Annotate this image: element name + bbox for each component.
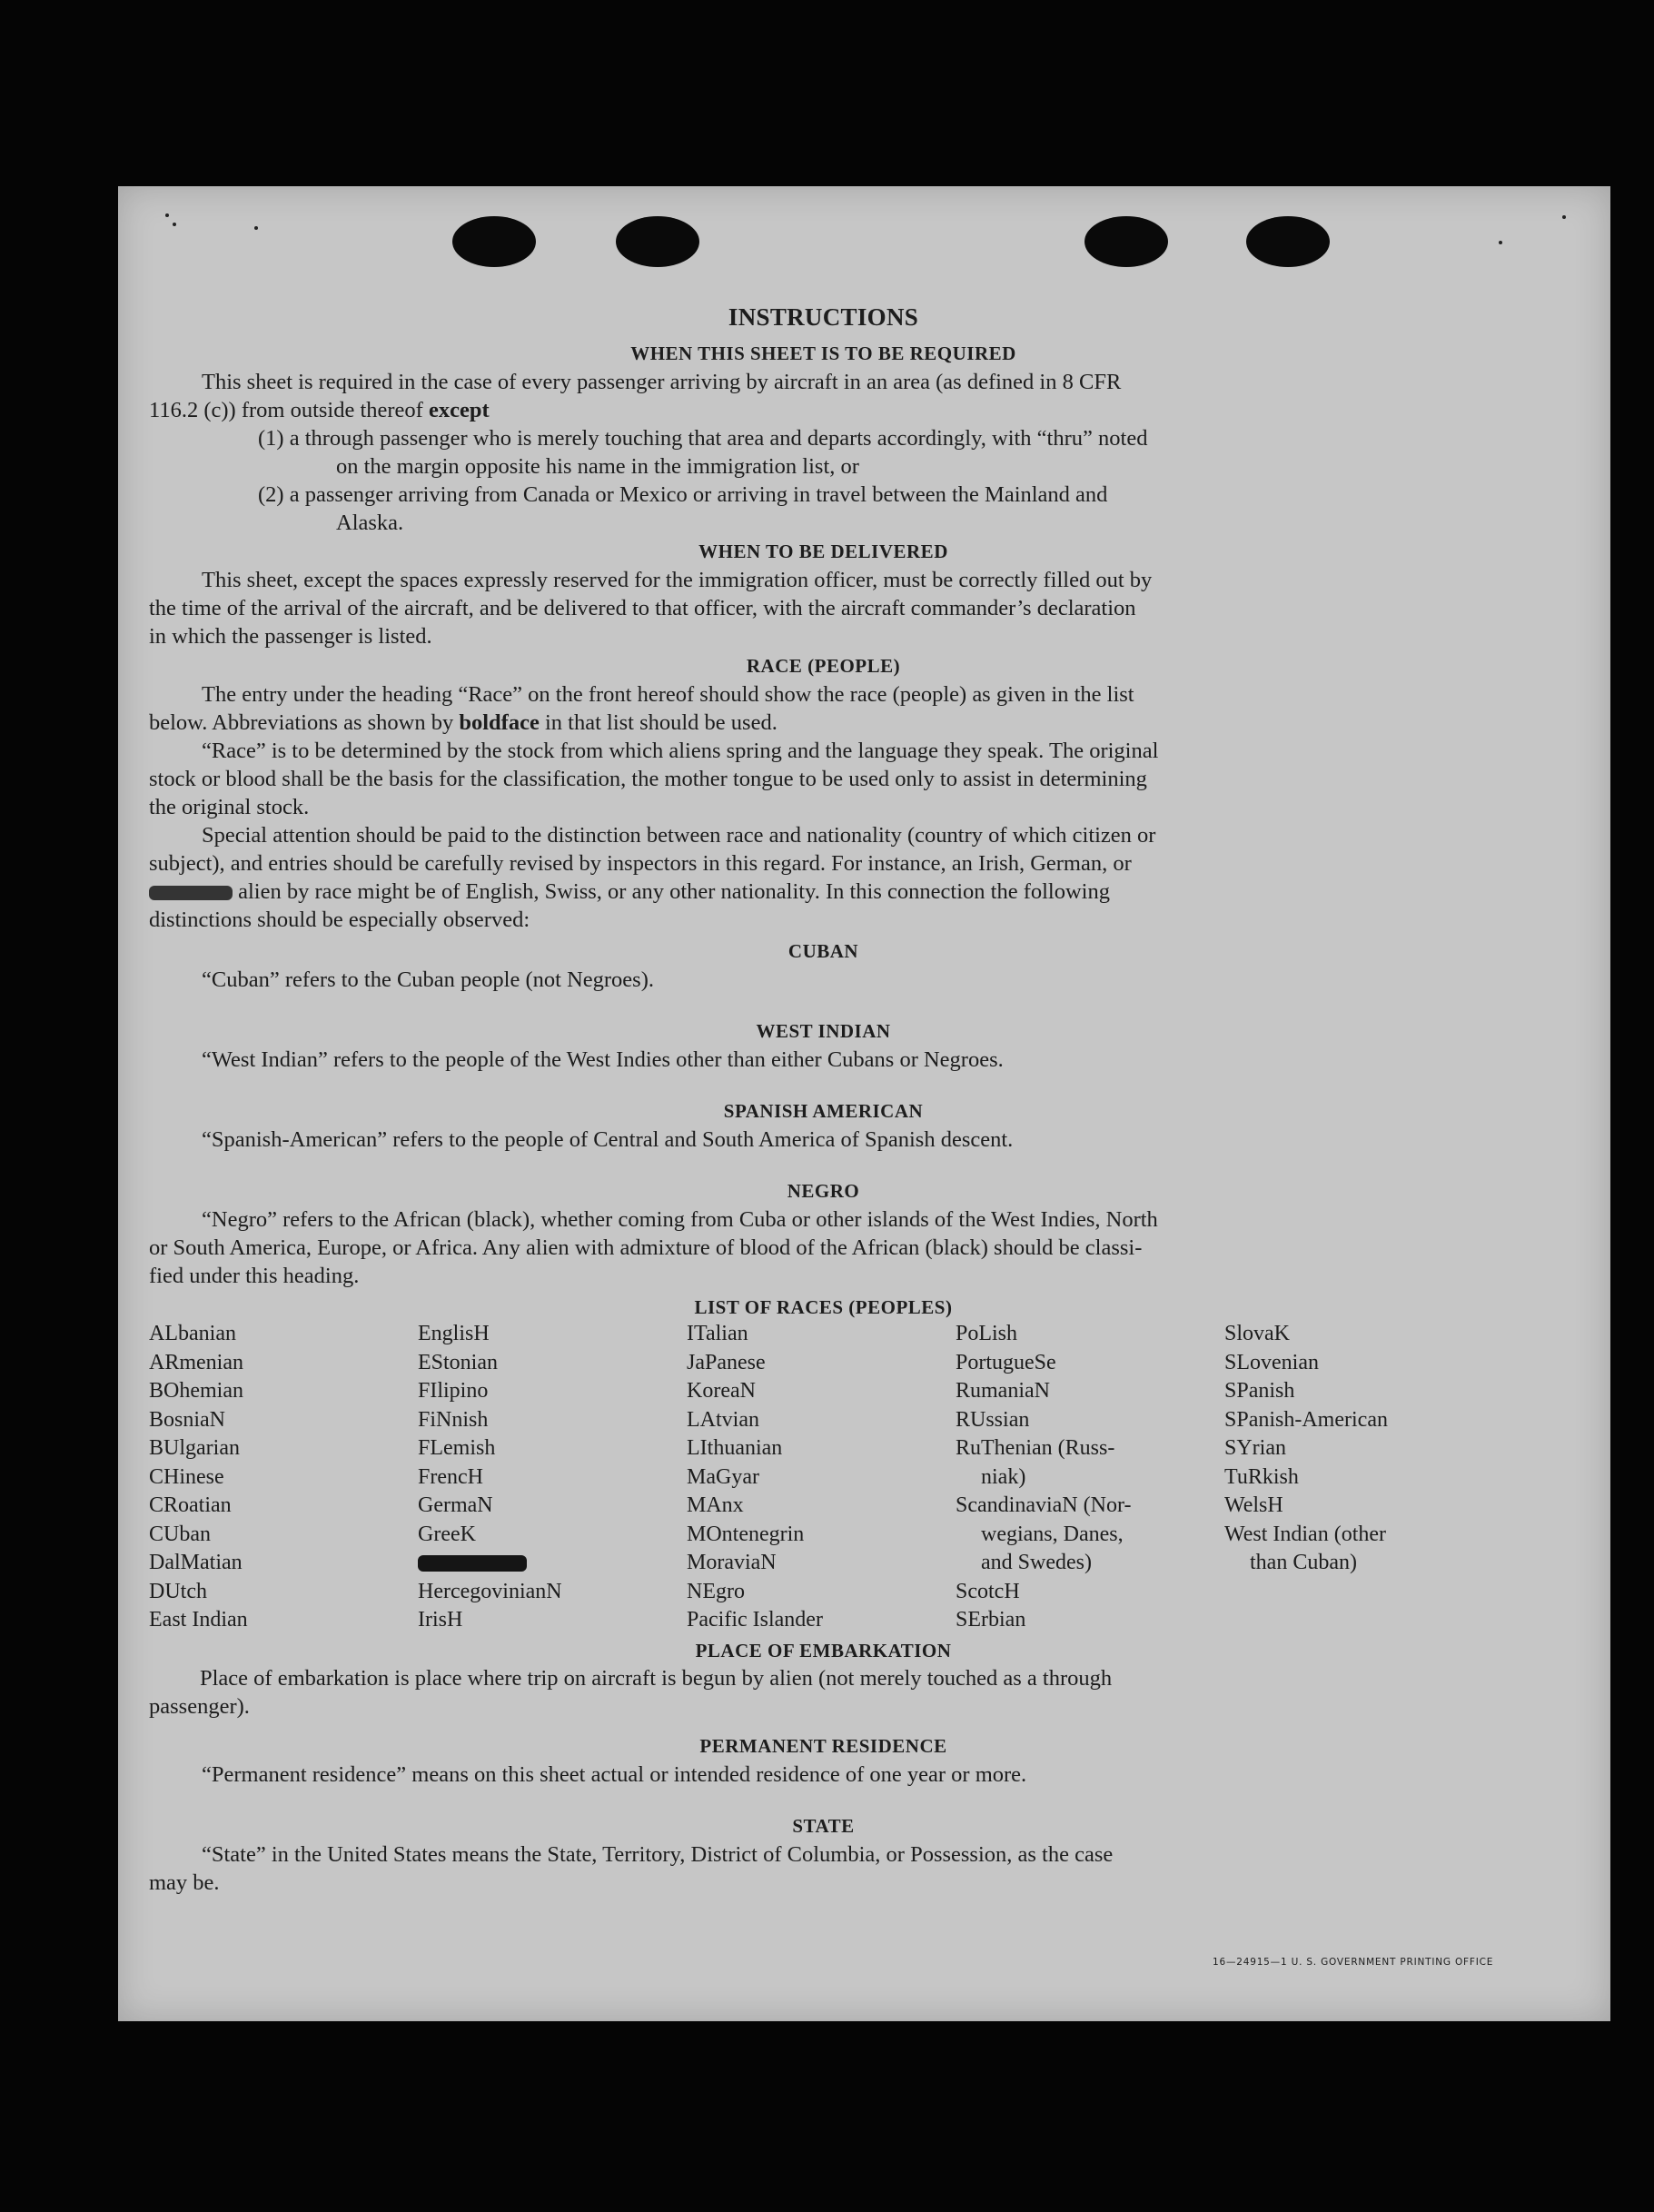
race-column-1 [149, 1320, 248, 1635]
race-item: MOntenegrin [687, 1522, 805, 1546]
list-item: (1) a through passenger who is merely touching that area and departs accordingly, with “thru” noted [258, 426, 1148, 451]
text-line: in which the passenger is listed. [149, 624, 432, 649]
text-line: passenger). [149, 1694, 250, 1719]
bold-word: except [428, 398, 490, 422]
speck [165, 213, 169, 217]
race-item: NEgro [687, 1579, 745, 1603]
race-item: CUban [149, 1522, 211, 1546]
race-item: BUlgarian [149, 1436, 240, 1460]
text-line: The entry under the heading “Race” on the front hereof should show the race (people) as given in the list [202, 682, 1134, 707]
race-item: LAtvian [687, 1407, 759, 1432]
speck [173, 223, 176, 226]
punch-hole [1246, 216, 1330, 267]
bold-word: boldface [459, 710, 540, 735]
text-span: in that list should be used. [544, 710, 777, 735]
text-line: Special attention should be paid to the distinction between race and nationality (country of which citizen or [202, 823, 1156, 848]
text-line: Place of embarkation is place where trip on aircraft is begun by alien (not merely touched as a through [200, 1666, 1113, 1691]
race-item: FLemish [418, 1436, 496, 1460]
race-item: TuRkish [1224, 1464, 1299, 1489]
race-item: GermaN [418, 1493, 493, 1517]
race-item: JaPanese [687, 1350, 766, 1374]
text-line [149, 709, 777, 737]
text-line: This sheet, except the spaces expressly reserved for the immigration officer, must be correctly filled out by [202, 568, 1153, 592]
text-line: “Spanish-American” refers to the people of Central and South America of Spanish descent. [202, 1127, 1014, 1152]
heading-permanent-residence: PERMANENT RESIDENCE [699, 1735, 947, 1757]
race-item: RuThenian (Russ- [956, 1436, 1115, 1460]
text-span: alien by race might be of English, Swiss, or any other nationality. In this connection the following [238, 879, 1110, 904]
heading-when-delivered: WHEN TO BE DELIVERED [698, 541, 948, 562]
race-item: BOhemian [149, 1379, 243, 1403]
heading-when-required: WHEN THIS SHEET IS TO BE REQUIRED [630, 342, 1016, 364]
text-line: stock or blood shall be the basis for the classification, the mother tongue to be used only to assist in determining [149, 767, 1147, 791]
text-line: “Race” is to be determined by the stock from which aliens spring and the language they speak. The original [202, 739, 1159, 763]
race-item: than Cuban) [1250, 1551, 1357, 1574]
punch-hole [616, 216, 699, 267]
race-item: Pacific Islander [687, 1608, 823, 1632]
text-line: “Negro” refers to the African (black), whether coming from Cuba or other islands of the West Indies, North [202, 1207, 1158, 1232]
race-item: BosniaN [149, 1407, 225, 1432]
heading-negro: NEGRO [787, 1180, 860, 1202]
text-line: “Cuban” refers to the Cuban people (not Negroes). [202, 967, 654, 992]
race-item: LIthuanian [687, 1436, 783, 1460]
heading-list-of-races: LIST OF RACES (PEOPLES) [694, 1296, 953, 1318]
race-item: EStonian [418, 1350, 498, 1374]
heading-spanish-american: SPANISH AMERICAN [723, 1100, 924, 1122]
race-item: WelsH [1224, 1493, 1283, 1517]
race-item: ScandinaviaN (Nor- [956, 1493, 1132, 1517]
text-line: “West Indian” refers to the people of the West Indies other than either Cubans or Negroes. [202, 1047, 1004, 1072]
race-item: KoreaN [687, 1379, 756, 1403]
speck [1499, 241, 1502, 244]
text-line: subject), and entries should be carefully revised by inspectors in this regard. For instance, an Irish, German, or [149, 851, 1132, 876]
race-item: SYrian [1224, 1436, 1286, 1460]
speck [1562, 215, 1566, 219]
race-item: ARmenian [149, 1350, 243, 1374]
text-line: the time of the arrival of the aircraft, and be delivered to that officer, with the aircraft commander’s declaration [149, 596, 1136, 620]
race-item: ScotcH [956, 1579, 1020, 1603]
text-line [149, 878, 1110, 906]
text-line: fied under this heading. [149, 1264, 360, 1288]
race-item: SlovaK [1224, 1322, 1290, 1345]
race-item: HercegovinianN [418, 1579, 562, 1603]
text-line: “State” in the United States means the State, Territory, District of Columbia, or Possession, as the case [202, 1842, 1114, 1867]
text-line: This sheet is required in the case of every passenger arriving by aircraft in an area (as defined in 8 CFR [202, 370, 1122, 394]
race-item: West Indian (other [1224, 1522, 1387, 1546]
race-item: SLovenian [1224, 1350, 1319, 1374]
speck [254, 226, 258, 230]
race-item: CHinese [149, 1464, 224, 1489]
race-item: wegians, Danes, [981, 1522, 1124, 1546]
race-item: ALbanian [149, 1322, 236, 1345]
race-item: niak) [981, 1464, 1026, 1489]
punch-hole [452, 216, 536, 267]
text-line [149, 396, 490, 424]
race-column-4 [956, 1320, 1131, 1635]
text-line: the original stock. [149, 795, 310, 819]
race-item: FIlipino [418, 1379, 489, 1403]
text-line: or South America, Europe, or Africa. Any alien with admixture of blood of the African (black) should be classi- [149, 1235, 1143, 1260]
document-title: INSTRUCTIONS [728, 303, 919, 331]
race-item: SErbian [956, 1608, 1026, 1632]
race-item: EnglisH [418, 1322, 490, 1345]
text-span: below. Abbreviations as shown by [149, 710, 454, 735]
text-span: 116.2 (c)) from outside thereof [149, 398, 423, 422]
race-item: SPanish-American [1224, 1407, 1388, 1432]
race-item: RumaniaN [956, 1379, 1050, 1403]
text-line: Alaska. [336, 511, 404, 535]
race-item: East Indian [149, 1608, 248, 1632]
race-item: ITalian [687, 1322, 748, 1345]
race-item: and Swedes) [981, 1551, 1092, 1574]
race-column-3 [687, 1320, 823, 1635]
race-item: FiNnish [418, 1407, 489, 1432]
heading-state: STATE [792, 1815, 855, 1837]
text-line: distinctions should be especially observed: [149, 908, 530, 932]
race-item: PoLish [956, 1322, 1018, 1345]
race-item: MAnx [687, 1493, 744, 1517]
text-line: on the margin opposite his name in the immigration list, or [336, 454, 859, 479]
race-item: FrencH [418, 1464, 483, 1489]
race-item: PortugueSe [956, 1350, 1056, 1374]
heading-west-indian: WEST INDIAN [756, 1020, 891, 1042]
race-item: GreeK [418, 1522, 476, 1546]
race-item: DalMatian [149, 1551, 243, 1574]
race-item: DUtch [149, 1579, 207, 1603]
heading-place-of-embarkation: PLACE OF EMBARKATION [695, 1640, 952, 1661]
race-item-redacted [418, 1549, 562, 1578]
instruction-sheet [118, 186, 1610, 2021]
race-item: MaGyar [687, 1464, 759, 1489]
race-column-2 [418, 1320, 562, 1635]
punch-hole [1085, 216, 1168, 267]
text-line: “Permanent residence” means on this sheet actual or intended residence of one year or more. [202, 1762, 1027, 1787]
redaction-mark [418, 1555, 527, 1572]
redaction-mark [149, 886, 233, 900]
printing-office-footer: 16—24915—1 U. S. GOVERNMENT PRINTING OFFICE [1213, 1957, 1494, 1968]
heading-cuban: CUBAN [787, 940, 859, 962]
race-column-5 [1224, 1320, 1388, 1578]
text-line: may be. [149, 1870, 220, 1895]
race-item: SPanish [1224, 1379, 1295, 1403]
heading-race: RACE (PEOPLE) [746, 655, 901, 677]
race-item: IrisH [418, 1608, 463, 1632]
race-item: RUssian [956, 1407, 1030, 1432]
list-item: (2) a passenger arriving from Canada or Mexico or arriving in travel between the Mainland and [258, 482, 1108, 507]
race-item: CRoatian [149, 1493, 232, 1517]
race-item: MoraviaN [687, 1551, 777, 1574]
